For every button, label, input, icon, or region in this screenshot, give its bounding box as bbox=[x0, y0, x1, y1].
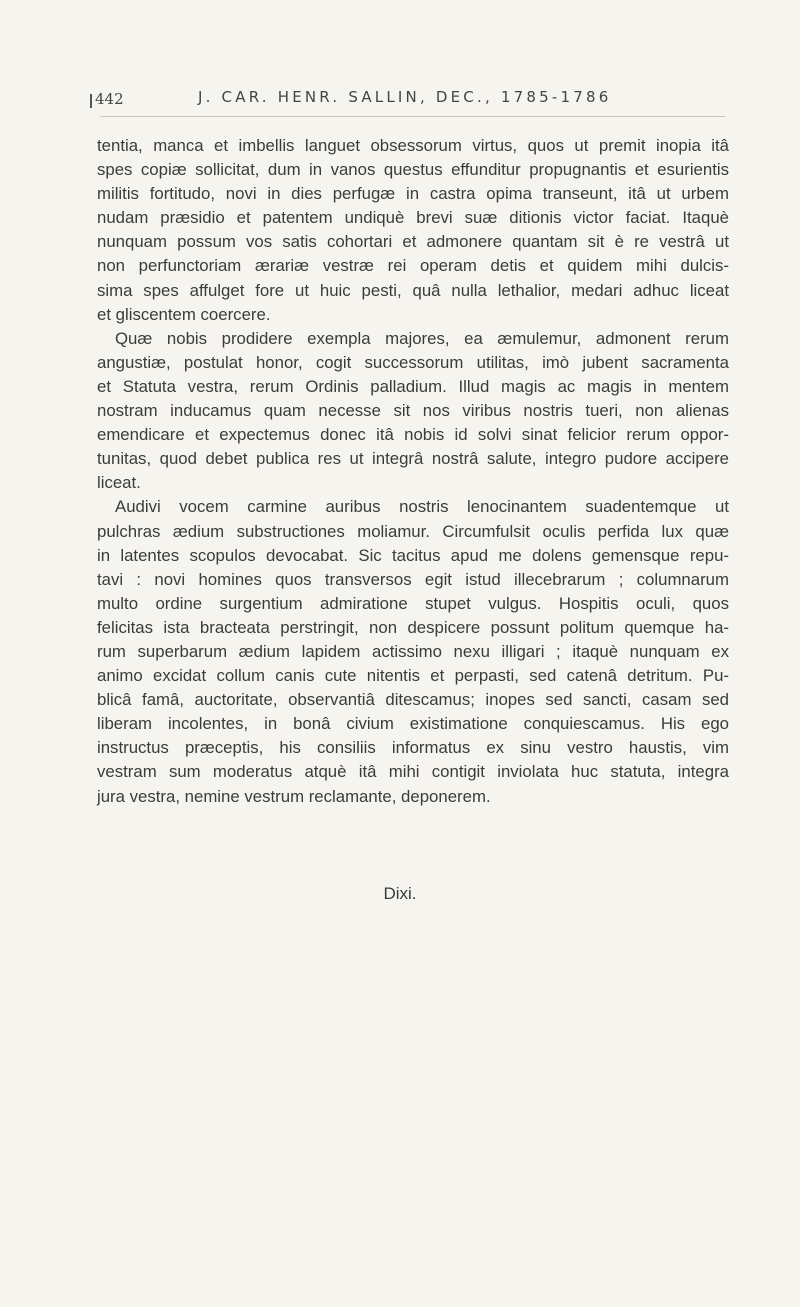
header-rule bbox=[100, 116, 725, 117]
text-line: tavi : novi homines quos transversos egit istud illecebrarum ; columnarum bbox=[97, 569, 729, 589]
text-line: multo ordine surgentium admiratione stupet vulgus. Hospitis oculi, quos bbox=[97, 593, 729, 613]
text-line: Audivi vocem carmine auribus nostris lenocinantem suadentemque ut bbox=[115, 497, 729, 517]
text-line: jura vestra, nemine vestrum reclamante, deponerem. bbox=[97, 786, 491, 806]
text-line: spes copiæ sollicitat, dum in vanos questus effunditur propugnantis et esurientis bbox=[97, 160, 729, 180]
text-line: militis fortitudo, novi in dies perfugæ in castra opima transeunt, itâ ut urbem bbox=[97, 184, 729, 204]
text-line: animo excidat collum canis cute nitentis et perpasti, sed catenâ detritum. Pu- bbox=[97, 666, 729, 686]
text-line: vestram sum moderatus atquè itâ mihi contigit inviolata huc statuta, integra bbox=[97, 762, 729, 782]
text-line: et gliscentem coercere. bbox=[97, 304, 271, 324]
text-line: et Statuta vestra, rerum Ordinis palladium. Illud magis ac magis in mentem bbox=[97, 376, 729, 396]
text-line: sima spes affulget fore ut huic pesti, quâ nulla lethalior, medari adhuc liceat bbox=[97, 280, 729, 300]
text-line: tentia, manca et imbellis languet obsessorum virtus, quos ut premit inopia itâ bbox=[97, 136, 729, 155]
text-line: rum superbarum ædium lapidem actissimo nexu illigari ; itaquè nunquam ex bbox=[97, 641, 729, 661]
text-line: emendicare et expectemus donec itâ nobis id solvi sinat felicior rerum oppor- bbox=[97, 425, 729, 445]
paragraph bbox=[97, 495, 729, 808]
page-number: 442 bbox=[95, 90, 124, 108]
body-text bbox=[97, 134, 729, 809]
text-line: in latentes scopulos devocabat. Sic tacitus apud me dolens gemensque repu- bbox=[97, 545, 729, 565]
text-line: blicâ famâ, auctoritate, observantiâ ditescamus; inopes sed sancti, casam sed bbox=[97, 690, 729, 710]
paragraph bbox=[97, 327, 729, 496]
text-line: instructus præceptis, his consiliis informatus ex sinu vestro haustis, vim bbox=[97, 738, 729, 758]
text-line: angustiæ, postulat honor, cogit successorum utilitas, imò jubent sacramenta bbox=[97, 352, 729, 372]
text-line: nunquam possum vos satis cohortari et admonere quantam sit è re vestrâ ut bbox=[97, 232, 729, 252]
text-line: nostram inducamus quam necesse sit nos viribus nostris tueri, non alienas bbox=[97, 401, 729, 421]
text-line: felicitas ista bracteata perstringit, non despicere possunt politum quemque ha- bbox=[97, 617, 729, 637]
page-header bbox=[90, 88, 730, 118]
text-line: liberam incolentes, in bonâ civium existimatione conquiescamus. His ego bbox=[97, 714, 729, 734]
closing-signature: Dixi. bbox=[383, 884, 417, 903]
text-line: non perfunctoriam ærariæ vestræ rei operam detis et quidem mihi dulcis- bbox=[97, 256, 729, 276]
text-line: liceat. bbox=[97, 473, 141, 493]
text-line: pulchras ædium substructiones moliamur. Circumfulsit oculis perfida lux quæ bbox=[97, 521, 729, 541]
paragraph bbox=[97, 134, 729, 327]
text-line: tunitas, quod debet publica res ut integrâ nostrâ salute, integro pudore accipere bbox=[97, 449, 729, 469]
running-head: J. CAR. HENR. SALLIN, DEC., 1785-1786 bbox=[198, 88, 612, 106]
text-line: Quæ nobis prodidere exempla majores, ea æmulemur, admonent rerum bbox=[115, 328, 729, 348]
text-line: nudam præsidio et patentem undiquè brevi suæ ditionis victor faciat. Itaquè bbox=[97, 208, 729, 228]
margin-mark bbox=[90, 94, 92, 108]
